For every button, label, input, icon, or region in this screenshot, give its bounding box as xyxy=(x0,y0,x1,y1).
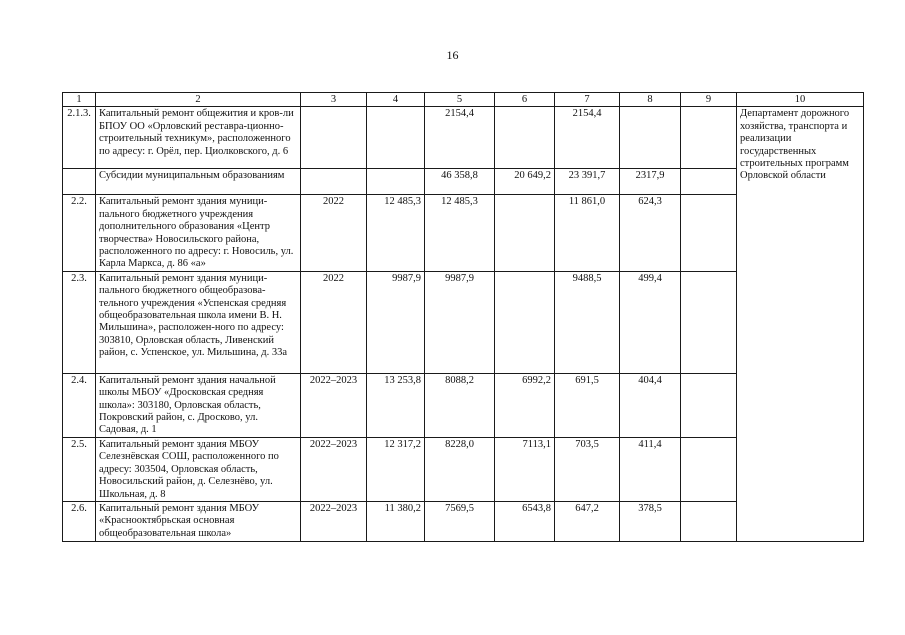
header-cell: 3 xyxy=(301,93,367,107)
row-col8: 2317,9 xyxy=(620,169,681,195)
row-col7: 2154,4 xyxy=(555,107,620,169)
row-year: 2022 xyxy=(301,271,367,373)
row-col5: 7569,5 xyxy=(425,501,495,541)
row-col5: 8228,0 xyxy=(425,437,495,501)
row-description: Капитальный ремонт здания начальной школы МБОУ «Дросковская средняя школа»: 303180, Орловская область, Покровский район, с. Дросково, ул. Садовая, д. 1 xyxy=(96,373,301,437)
row-col7: 703,5 xyxy=(555,437,620,501)
header-cell: 7 xyxy=(555,93,620,107)
row-year xyxy=(301,169,367,195)
row-description: Капитальный ремонт общежития и кров-ли БПОУ ОО «Орловский реставра-ционно-строительный техникум», расположенного по адресу: г. Орёл, пер. Циолковского, д. 6 xyxy=(96,107,301,169)
row-col6 xyxy=(495,107,555,169)
row-col7: 23 391,7 xyxy=(555,169,620,195)
program-table xyxy=(62,92,864,542)
row-col7: 11 861,0 xyxy=(555,195,620,271)
header-cell: 2 xyxy=(96,93,301,107)
row-year: 2022 xyxy=(301,195,367,271)
row-col5: 12 485,3 xyxy=(425,195,495,271)
row-col6: 6543,8 xyxy=(495,501,555,541)
row-col5: 8088,2 xyxy=(425,373,495,437)
row-col8: 499,4 xyxy=(620,271,681,373)
row-col9 xyxy=(681,373,737,437)
row-description: Капитальный ремонт здания муници-пального бюджетного общеобразова-тельного учреждения «Успенская средняя общеобразовательная школа имени В. Н. Мильшина», расположен-ного по адресу: 303810, Орловская область, Ливенский район, с. Успенское, ул. Мильшина, д. 33а xyxy=(96,271,301,373)
row-col8: 404,4 xyxy=(620,373,681,437)
row-number: 2.4. xyxy=(63,373,96,437)
row-number xyxy=(63,169,96,195)
row-col6 xyxy=(495,271,555,373)
header-row xyxy=(63,93,864,107)
row-total: 12 317,2 xyxy=(367,437,425,501)
header-cell: 6 xyxy=(495,93,555,107)
row-col9 xyxy=(681,437,737,501)
row-col8: 378,5 xyxy=(620,501,681,541)
row-col6: 7113,1 xyxy=(495,437,555,501)
row-year: 2022–2023 xyxy=(301,373,367,437)
row-description: Капитальный ремонт здания МБОУ Селезнёвская СОШ, расположенного по адресу: 303504, Орловская область, Новосильский район, д. Селезнёво, ул. Школьная, д. 8 xyxy=(96,437,301,501)
row-total: 9987,9 xyxy=(367,271,425,373)
header-cell: 8 xyxy=(620,93,681,107)
row-col7: 691,5 xyxy=(555,373,620,437)
row-description: Капитальный ремонт здания муници-пального бюджетного учреждения дополнительного образования «Центр творчества» Новосильского района, расположенного по адресу: г. Новосиль, ул. Карла Маркса, д. 86 «а» xyxy=(96,195,301,271)
row-description: Субсидии муниципальным образованиям xyxy=(96,169,301,195)
row-col6: 6992,2 xyxy=(495,373,555,437)
row-col9 xyxy=(681,195,737,271)
row-number: 2.2. xyxy=(63,195,96,271)
row-col7: 9488,5 xyxy=(555,271,620,373)
row-year xyxy=(301,107,367,169)
responsible-department: Департамент дорожного хозяйства, транспорта и реализации государственных строительных программ Орловской области xyxy=(737,107,864,542)
row-col9 xyxy=(681,271,737,373)
row-col8: 624,3 xyxy=(620,195,681,271)
header-cell: 10 xyxy=(737,93,864,107)
row-number: 2.5. xyxy=(63,437,96,501)
row-description: Капитальный ремонт здания МБОУ «Краснооктябрьская основная общеобразовательная школа» xyxy=(96,501,301,541)
row-total: 13 253,8 xyxy=(367,373,425,437)
row-col8: 411,4 xyxy=(620,437,681,501)
row-col6: 20 649,2 xyxy=(495,169,555,195)
row-col5: 9987,9 xyxy=(425,271,495,373)
row-col6 xyxy=(495,195,555,271)
row-col9 xyxy=(681,169,737,195)
row-number: 2.3. xyxy=(63,271,96,373)
row-col5: 46 358,8 xyxy=(425,169,495,195)
header-cell: 1 xyxy=(63,93,96,107)
row-number: 2.1.3. xyxy=(63,107,96,169)
row-number: 2.6. xyxy=(63,501,96,541)
row-col9 xyxy=(681,107,737,169)
row-total: 12 485,3 xyxy=(367,195,425,271)
row-col9 xyxy=(681,501,737,541)
header-cell: 9 xyxy=(681,93,737,107)
table-row xyxy=(63,107,864,169)
header-cell: 4 xyxy=(367,93,425,107)
row-total xyxy=(367,107,425,169)
header-cell: 5 xyxy=(425,93,495,107)
row-col8 xyxy=(620,107,681,169)
row-col5: 2154,4 xyxy=(425,107,495,169)
row-col7: 647,2 xyxy=(555,501,620,541)
row-year: 2022–2023 xyxy=(301,437,367,501)
row-total xyxy=(367,169,425,195)
page-number: 16 xyxy=(446,48,459,62)
row-year: 2022–2023 xyxy=(301,501,367,541)
row-total: 11 380,2 xyxy=(367,501,425,541)
